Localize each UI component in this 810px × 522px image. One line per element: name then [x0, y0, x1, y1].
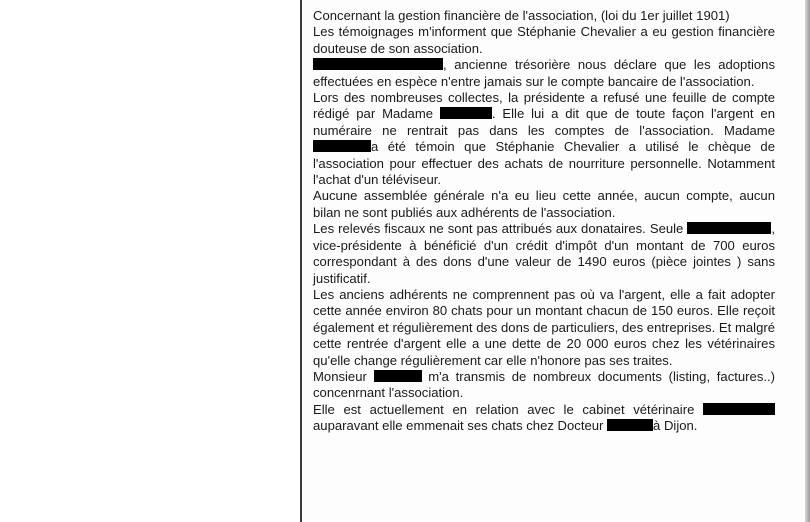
paragraph	[313, 57, 775, 90]
paragraph	[313, 402, 775, 435]
paragraph	[313, 90, 775, 188]
paragraph	[313, 369, 775, 402]
paragraph-text: m'a transmis de nombreux documents (listing, factures..) concenrnant l'association.	[313, 368, 775, 401]
paragraph-text: Les témoignages m'informent que Stéphanie Chevalier a eu gestion financière douteuse de son association.	[313, 24, 775, 56]
document-body	[313, 8, 775, 435]
redaction-bar	[687, 222, 771, 234]
paragraph-text: . Elle lui a dit que de toute façon l'argent en numéraire ne rentrait pas dans les comptes de l'association. Madame	[313, 106, 775, 138]
redaction-bar	[440, 107, 492, 119]
redaction-bar	[313, 58, 443, 70]
left-blank-area	[0, 0, 300, 522]
redaction-bar	[374, 370, 422, 382]
paragraph	[313, 188, 775, 221]
redaction-bar	[607, 419, 653, 431]
page-right-edge	[805, 0, 810, 522]
redaction-bar	[313, 140, 371, 152]
paragraph-text: , ancienne trésorière nous déclare que les adoptions effectuées en espèce n'entre jamais sur le compte bancaire de l'association.	[313, 57, 775, 89]
paragraph-text: , vice-présidente à bénéficié d'un crédit d'impôt d'un montant de 700 euros correspondant à des dons d'une valeur de 1490 euros (pièce jointes ) sans justificatif.	[313, 221, 775, 286]
paragraph	[313, 8, 775, 24]
redaction-bar	[703, 403, 775, 415]
paragraph-text: a été témoin que Stéphanie Chevalier a utilisé le chèque de l'association pour effectuer des achats de nourriture personnelle. Notamment l'achat d'un téléviseur.	[313, 139, 775, 188]
paragraph-text: Aucune assemblée générale n'a eu lieu cette année, aucun compte, aucun bilan ne sont publiés aux adhérents de l'association.	[313, 188, 775, 220]
paragraph-text: auparavant elle emmenait ses chats chez Docteur	[313, 418, 608, 434]
paragraph-text: Monsieur	[313, 368, 374, 384]
document-page	[302, 0, 805, 522]
paragraph	[313, 221, 775, 287]
paragraph-text: Les relevés fiscaux ne sont pas attribués aux donataires. Seule	[313, 221, 688, 237]
paragraph-text: Lors des nombreuses collectes, la présidente a refusé une feuille de compte rédigé par Madame	[313, 90, 775, 122]
paragraph-text: Concernant la gestion financière de l'association, (loi du 1er juillet 1901)	[313, 8, 730, 23]
paragraph-text: à Dijon.	[653, 418, 698, 434]
paragraph	[313, 287, 775, 369]
paragraph-text: Elle est actuellement en relation avec le cabinet vétérinaire	[313, 401, 703, 417]
paragraph	[313, 24, 775, 57]
paragraph-text: Les anciens adhérents ne comprennent pas où va l'argent, elle a fait adopter cette année environ 80 chats pour un montant chacun de 150 euros. Elle reçoit également et régulièrement des dons de particuliers, des entreprises. Et malgré cette rentrée d'argent elle a une dette de 20 000 euros chez les vétérinaires qu'elle change régulièrement car elle n'honore pas ses traites.	[313, 286, 775, 368]
